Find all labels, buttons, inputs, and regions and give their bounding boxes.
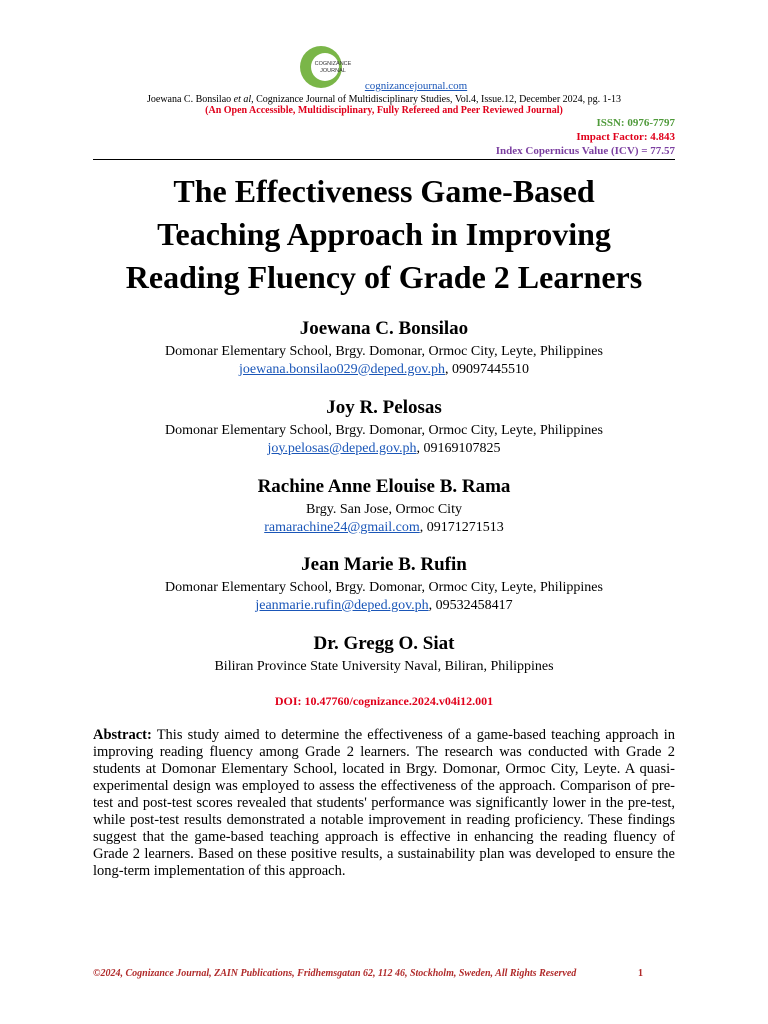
author-phone: , 09097445510: [445, 361, 529, 377]
citation-line: [93, 94, 675, 105]
author-block-5: [93, 632, 675, 676]
author-contact: [93, 361, 675, 379]
author-affiliation: Domonar Elementary School, Brgy. Domonar, Ormoc City, Leyte, Philippines: [165, 423, 603, 438]
author-phone: , 09169107825: [416, 440, 501, 456]
author-contact: [93, 440, 675, 458]
author-affiliation: Biliran Province State University Naval, Biliran, Philippines: [214, 659, 554, 674]
page-number: 1: [638, 968, 643, 979]
author-email-link[interactable]: ramarachine24@gmail.com: [264, 519, 420, 535]
citation-etal: et al: [233, 94, 252, 105]
author-name: Jean Marie B. Rufin: [301, 554, 467, 575]
author-block-1: [93, 317, 675, 378]
author-name: Rachine Anne Elouise B. Rama: [257, 476, 511, 497]
abstract-paragraph: [93, 727, 675, 880]
title-line-1: The Effectiveness Game-Based: [173, 173, 595, 209]
author-block-4: [93, 553, 675, 614]
author-affiliation: Domonar Elementary School, Brgy. Domonar, Ormoc City, Leyte, Philippines: [165, 580, 603, 595]
author-email-link[interactable]: joy.pelosas@deped.gov.ph: [267, 440, 417, 456]
logo-text-2: JOURNAL: [320, 68, 346, 74]
author-block-2: [93, 396, 675, 457]
paper-title: [93, 170, 675, 299]
issn-label: ISSN: 0976-7797: [596, 117, 675, 129]
author-phone: , 09171271513: [419, 519, 504, 535]
author-email-link[interactable]: joewana.bonsilao029@deped.gov.ph: [239, 361, 445, 377]
citation-suffix: , Cognizance Journal of Multidisciplinary Studies, Vol.4, Issue.12, December 2024, pg. 1-13: [251, 94, 621, 105]
abstract-label: Abstract:: [93, 727, 152, 743]
icv-label: Index Copernicus Value (ICV) = 77.57: [495, 145, 675, 157]
author-affiliation: Brgy. San Jose, Ormoc City: [306, 502, 462, 517]
header-divider: [93, 159, 675, 160]
logo-text-1: COGNIZANCE: [314, 61, 352, 67]
author-email-link[interactable]: jeanmarie.rufin@deped.gov.ph: [255, 597, 429, 613]
footer-copyright: ©2024, Cognizance Journal, ZAIN Publications, Fridhemsgatan 62, 112 46, Stockholm, Sweden, All Rights Reserved: [93, 968, 577, 979]
author-affiliation: Domonar Elementary School, Brgy. Domonar, Ormoc City, Leyte, Philippines: [165, 344, 603, 359]
title-line-3: Reading Fluency of Grade 2 Learners: [125, 259, 643, 295]
author-contact: [93, 597, 675, 615]
author-name: Joewana C. Bonsilao: [299, 318, 469, 339]
title-line-2: Teaching Approach in Improving: [157, 216, 611, 252]
author-name: Dr. Gregg O. Siat: [313, 633, 455, 654]
journal-url-link[interactable]: cognizancejournal.com: [364, 80, 468, 92]
author-phone: , 09532458417: [428, 597, 513, 613]
author-name: Joy R. Pelosas: [326, 397, 442, 418]
abstract-text: This study aimed to determine the effectiveness of a game-based teaching approach in improving reading fluency among Grade 2 learners. The research was conducted with Grade 2 students at Domonar Elementary School, located in Brgy. Domonar, Ormoc City, Leyte. A quasi-experimental design was employed to assess the effectiveness of the approach. Comparison of pre-test and post-test scores revealed that students' performance was significantly lower in the pre-test, while post-test results demonstrated a notable improvement in reading proficiency. These findings suggest that the game-based teaching approach is effective in enhancing the reading fluency of Grade 2 learners. Based on these positive results, a sustainability plan was developed to ensure the long-term implementation of this approach.: [93, 727, 675, 879]
author-block-3: [93, 475, 675, 536]
author-contact: [93, 519, 675, 537]
impact-factor-label: Impact Factor: 4.843: [576, 131, 675, 143]
doi-label: DOI: 10.47760/cognizance.2024.v04i12.001: [274, 694, 494, 708]
open-access-note: (An Open Accessible, Multidisciplinary, Fully Refereed and Peer Reviewed Journal): [205, 105, 563, 116]
citation-prefix: Joewana C. Bonsilao: [146, 94, 234, 105]
